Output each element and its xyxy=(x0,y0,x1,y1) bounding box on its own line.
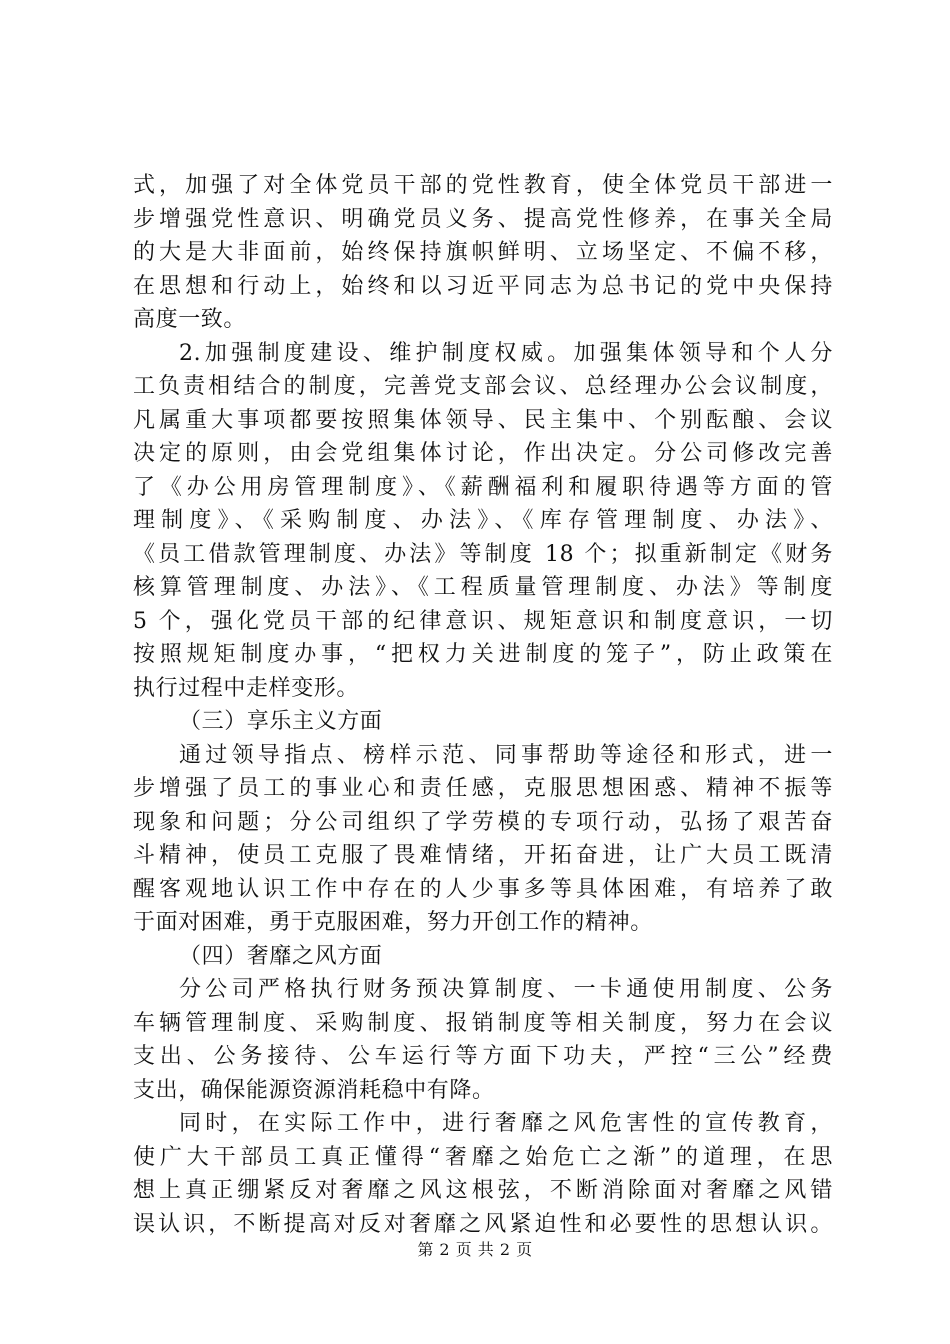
text-line: 车辆管理制度、采购制度、报销制度等相关制度，努力在会议 xyxy=(133,1010,833,1036)
text-line: 现象和问题；分公司组织了学劳模的专项行动，弘扬了艰苦奋 xyxy=(133,809,833,835)
text-line: 式，加强了对全体党员干部的党性教育，使全体党员干部进一 xyxy=(133,173,833,198)
text-line: 5 个，强化党员干部的纪律意识、规矩意识和制度意识，一切 xyxy=(133,608,833,634)
text-line: 分公司严格执行财务预决算制度、一卡通使用制度、公务 xyxy=(179,977,833,1002)
text-line: 核算管理制度、办法》、《工程质量管理制度、办法》等制度 xyxy=(133,575,833,600)
text-line: 决定的原则，由会党组集体讨论，作出决定。分公司修改完善 xyxy=(133,441,833,466)
text-line: 步增强了员工的事业心和责任感，克服思想困惑、精神不振等 xyxy=(133,776,833,801)
text-line: 理制度》、《采购制度、办法》、《库存管理制度、办法》、 xyxy=(133,508,833,533)
text-line: 使广大干部员工真正懂得“奢靡之始危亡之渐”的道理，在思 xyxy=(133,1144,833,1170)
text-line: 步增强党性意识、明确党员义务、提高党性修养，在事关全局 xyxy=(133,206,833,232)
body-text xyxy=(133,169,833,1241)
text-line: 于面对困难，勇于克服困难，努力开创工作的精神。 xyxy=(133,910,653,935)
section-heading: （四）奢靡之风方面 xyxy=(179,943,383,969)
page-number-footer: 第 2 页 共 2 页 xyxy=(417,1240,533,1259)
section-heading: （三）享乐主义方面 xyxy=(179,709,383,734)
text-line: 了《办公用房管理制度》、《薪酬福利和履职待遇等方面的管 xyxy=(133,474,833,500)
text-line: 支出，确保能源资源消耗稳中有降。 xyxy=(133,1077,495,1103)
text-line: 支出、公务接待、公车运行等方面下功夫，严控“三公”经费 xyxy=(133,1044,833,1069)
text-line: 《员工借款管理制度、办法》等制度 18 个；拟重新制定《财务 xyxy=(133,541,833,567)
text-line: 高度一致。 xyxy=(133,307,247,332)
text-line: 误认识，不断提高对反对奢靡之风紧迫性和必要性的思想认识。 xyxy=(133,1211,833,1237)
text-line: 凡属重大事项都要按照集体领导、民主集中、个别酝酿、会议 xyxy=(133,407,833,433)
text-line: 在思想和行动上，始终和以习近平同志为总书记的党中央保持 xyxy=(133,273,833,299)
text-line: 想上真正绷紧反对奢靡之风这根弦，不断消除面对奢靡之风错 xyxy=(133,1178,833,1203)
text-line: 的大是大非面前，始终保持旗帜鲜明、立场坚定、不偏不移， xyxy=(133,240,833,265)
text-line: 2.加强制度建设、维护制度权威。加强集体领导和个人分 xyxy=(179,340,833,366)
text-line: 同时，在实际工作中，进行奢靡之风危害性的宣传教育， xyxy=(179,1111,833,1136)
text-line: 斗精神，使员工克服了畏难情绪，开拓奋进，让广大员工既清 xyxy=(133,843,833,868)
text-line: 工负责相结合的制度，完善党支部会议、总经理办公会议制度， xyxy=(133,374,833,399)
text-line: 醒客观地认识工作中存在的人少事多等具体困难，有培养了敢 xyxy=(133,876,833,902)
text-line: 通过领导指点、榜样示范、同事帮助等途径和形式，进一 xyxy=(179,742,833,768)
text-line: 执行过程中走样变形。 xyxy=(133,675,360,701)
text-line: 按照规矩制度办事，“把权力关进制度的笼子”，防止政策在 xyxy=(133,642,833,667)
